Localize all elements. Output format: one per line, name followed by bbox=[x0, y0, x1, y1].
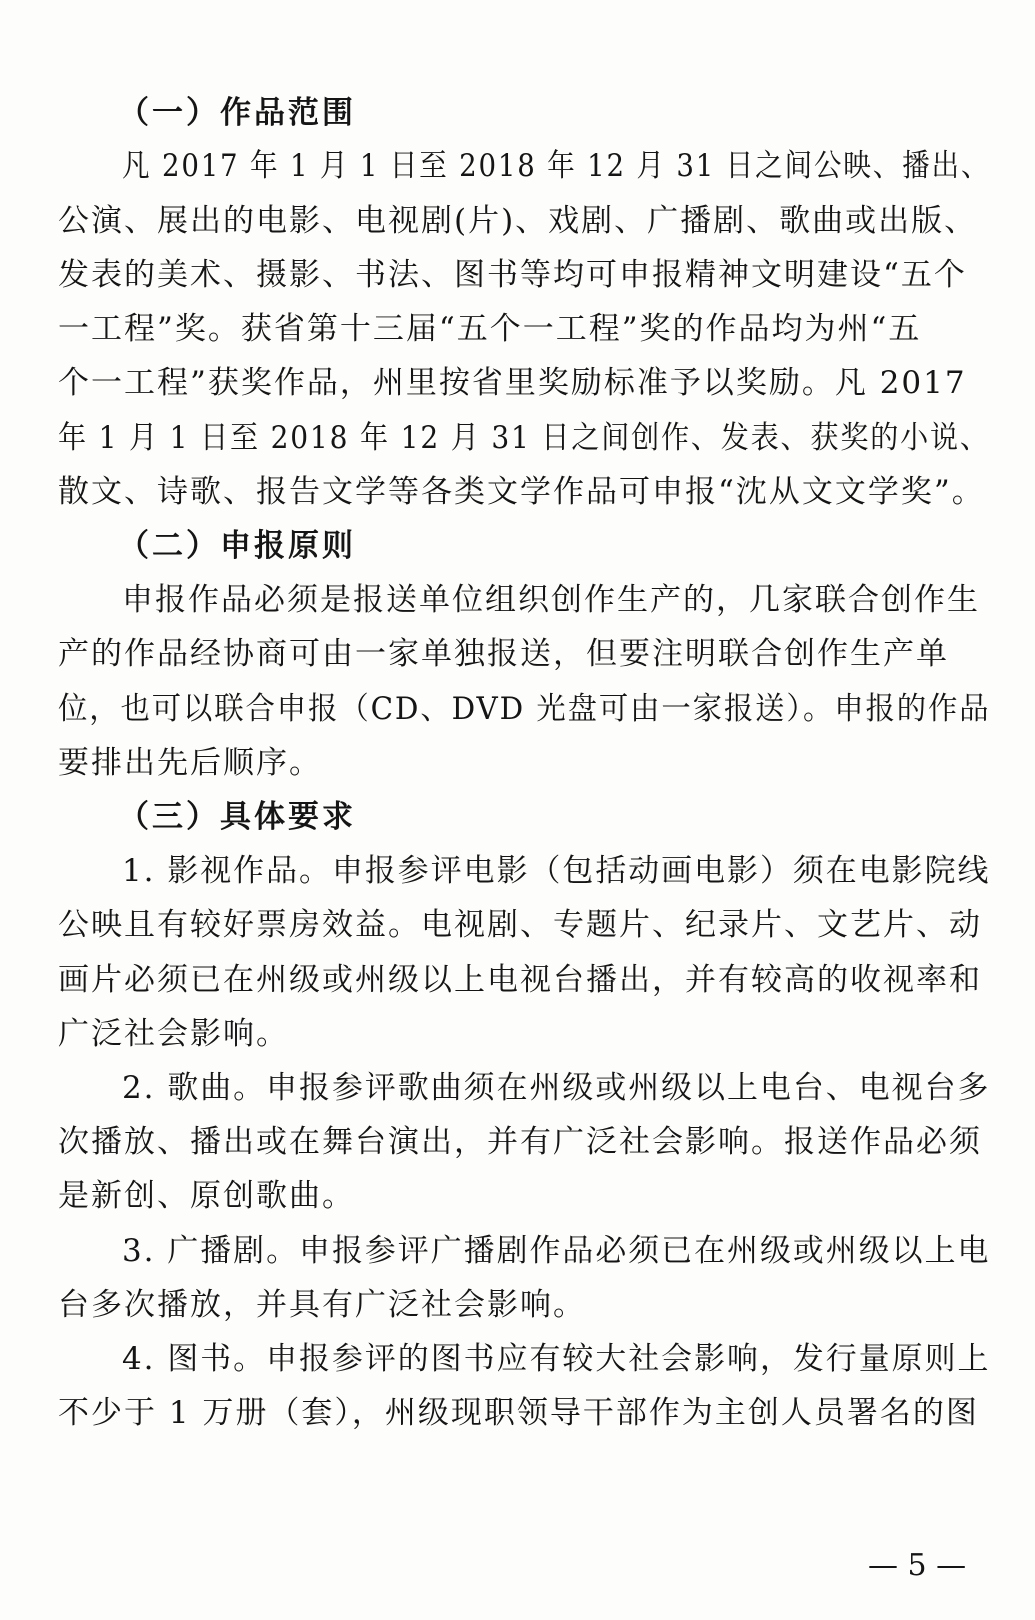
section-heading-principles: （二）申报原则 bbox=[118, 528, 356, 564]
section-heading-scope: （一）作品范围 bbox=[118, 95, 356, 131]
paragraph-line: 次播放、播出或在舞台演出，并有广泛社会影响。报送作品必须 bbox=[58, 1124, 982, 1160]
paragraph-line: 散文、诗歌、报告文学等各类文学作品可申报“沈从文文学奖”。 bbox=[58, 474, 985, 510]
paragraph-line: 画片必须已在州级或州级以上电视台播出，并有较高的收视率和 bbox=[58, 962, 982, 998]
paragraph-line: 发表的美术、摄影、书法、图书等均可申报精神文明建设“五个 bbox=[58, 257, 967, 293]
paragraph-line: 2. 歌曲。申报参评歌曲须在州级或州级以上电台、电视台多 bbox=[122, 1070, 991, 1106]
page-number: — 5 — bbox=[868, 1548, 967, 1583]
paragraph-line: 位，也可以联合申报（CD、DVD 光盘可由一家报送）。申报的作品 bbox=[58, 691, 991, 727]
paragraph-line: 台多次播放，并具有广泛社会影响。 bbox=[58, 1287, 586, 1323]
paragraph-line: 个一工程”获奖作品，州里按省里奖励标准予以奖励。凡 2017 bbox=[58, 365, 967, 401]
paragraph-line: 要排出先后顺序。 bbox=[58, 745, 322, 781]
paragraph-line: 公映且有较好票房效益。电视剧、专题片、纪录片、文艺片、动 bbox=[58, 907, 982, 943]
paragraph-line: 年 1 月 1 日至 2018 年 12 月 31 日之间创作、发表、获奖的小说、 bbox=[58, 420, 990, 456]
paragraph-line: 一工程”奖。获省第十三届“五个一工程”奖的作品均为州“五 bbox=[58, 311, 922, 347]
paragraph-line: 产的作品经协商可由一家单独报送，但要注明联合创作生产单 bbox=[58, 636, 949, 672]
paragraph-line: 3. 广播剧。申报参评广播剧作品必须已在州级或州级以上电 bbox=[122, 1233, 991, 1269]
paragraph-line: 广泛社会影响。 bbox=[58, 1016, 289, 1052]
paragraph-line: 不少于 1 万册（套），州级现职领导干部作为主创人员署名的图 bbox=[58, 1395, 979, 1431]
paragraph-line: 1. 影视作品。申报参评电影（包括动画电影）须在电影院线 bbox=[122, 853, 991, 889]
paragraph-line: 公演、展出的电影、电视剧(片)、戏剧、广播剧、歌曲或出版、 bbox=[58, 203, 978, 239]
paragraph-line: 4. 图书。申报参评的图书应有较大社会影响，发行量原则上 bbox=[122, 1341, 991, 1377]
paragraph-line: 是新创、原创歌曲。 bbox=[58, 1178, 355, 1214]
paragraph-line: 凡 2017 年 1 月 1 日至 2018 年 12 月 31 日之间公映、播出、 bbox=[122, 148, 991, 184]
section-heading-requirements: （三）具体要求 bbox=[118, 799, 356, 835]
paragraph-line: 申报作品必须是报送单位组织创作生产的，几家联合创作生 bbox=[122, 582, 980, 618]
